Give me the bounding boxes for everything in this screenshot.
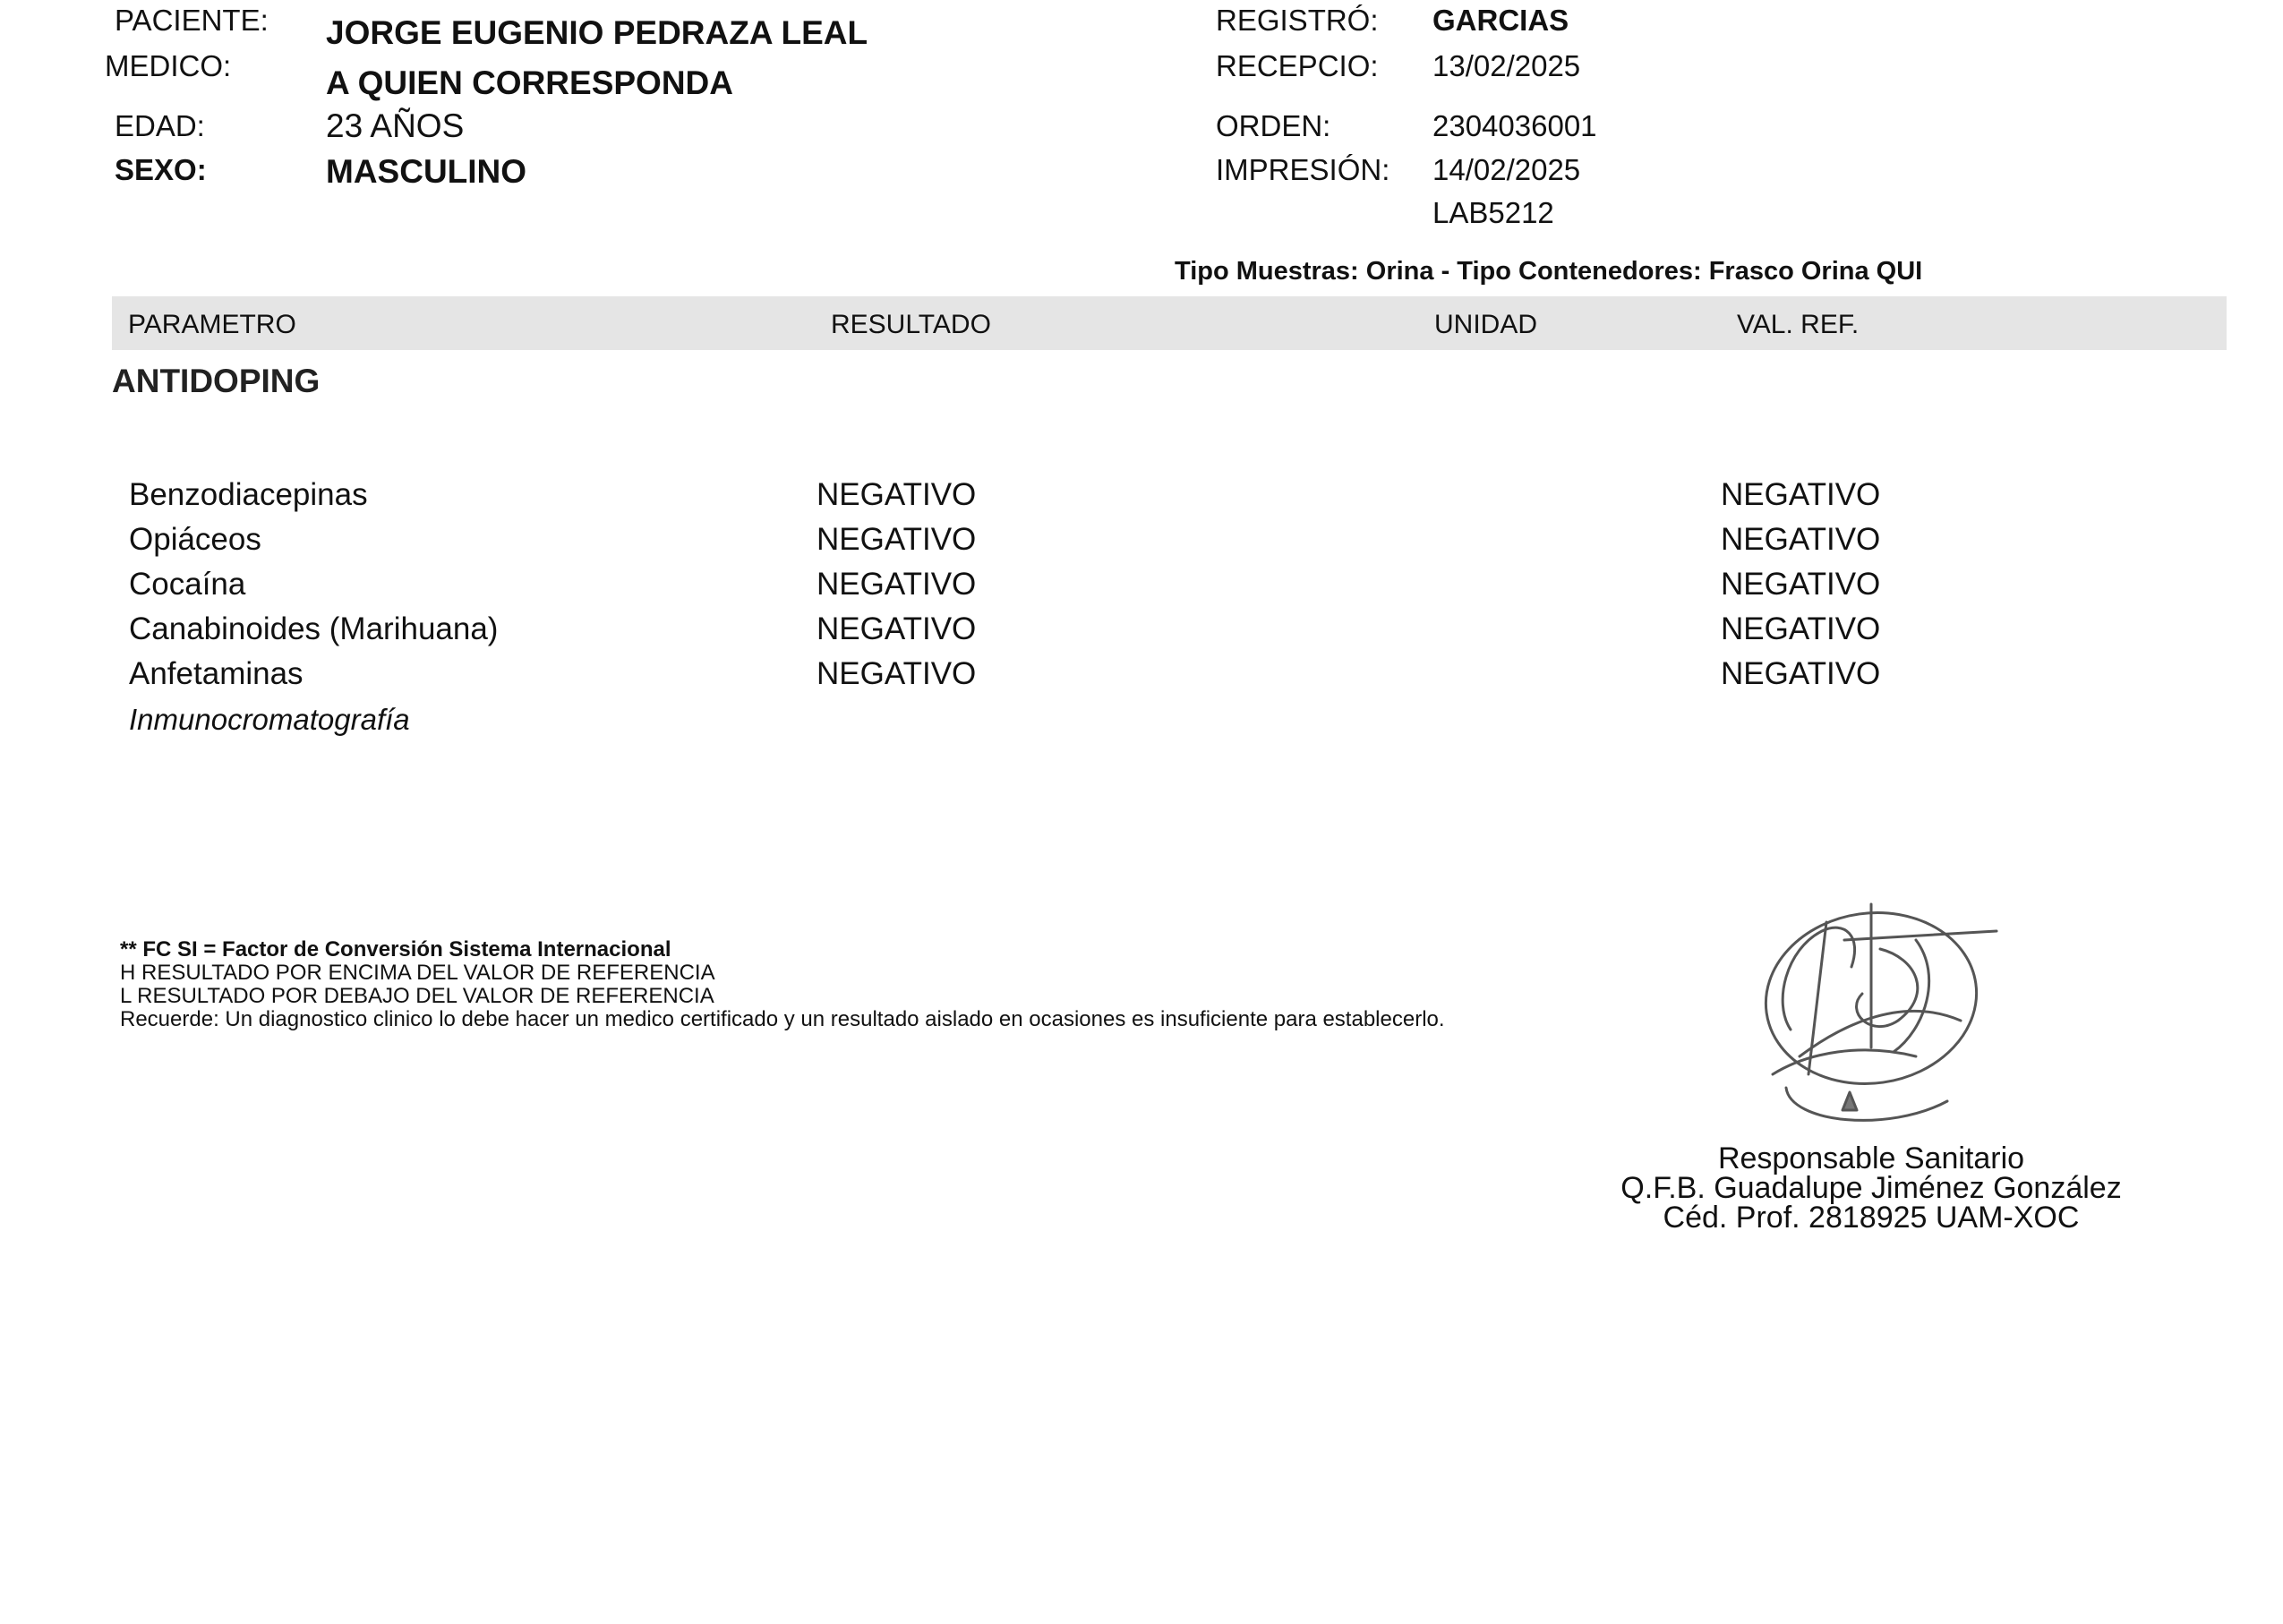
- registro-label: REGISTRÓ:: [1216, 4, 1379, 37]
- paciente-value: JORGE EUGENIO PEDRAZA LEAL: [326, 14, 868, 51]
- row-parametro: Cocaína: [129, 567, 246, 602]
- footnote-l: L RESULTADO POR DEBAJO DEL VALOR DE REFERENCIA: [120, 984, 714, 1008]
- impresion-label: IMPRESIÓN:: [1216, 153, 1390, 186]
- row-val-ref: NEGATIVO: [1721, 567, 1881, 602]
- medico-value: A QUIEN CORRESPONDA: [326, 64, 734, 101]
- recepcio-label: RECEPCIO:: [1216, 49, 1379, 82]
- edad-label: EDAD:: [115, 109, 205, 142]
- responsable-cedula: Céd. Prof. 2818925 UAM-XOC: [1663, 1201, 2080, 1235]
- sample-info: Tipo Muestras: Orina - Tipo Contenedores: Frasco Orina QUI: [1175, 257, 1923, 286]
- edad-value: 23 AÑOS: [326, 107, 465, 144]
- paciente-label: PACIENTE:: [115, 4, 269, 37]
- row-val-ref: NEGATIVO: [1721, 611, 1881, 646]
- lab-code: LAB5212: [1432, 196, 1554, 229]
- row-parametro: Benzodiacepinas: [129, 477, 368, 512]
- medico-label: MEDICO:: [105, 49, 232, 82]
- row-resultado: NEGATIVO: [817, 611, 977, 646]
- row-parametro: Anfetaminas: [129, 656, 304, 691]
- footnotes: [120, 938, 1445, 1031]
- row-val-ref: NEGATIVO: [1721, 477, 1881, 512]
- row-resultado: NEGATIVO: [817, 656, 977, 691]
- orden-value: 2304036001: [1432, 109, 1597, 142]
- sexo-value: MASCULINO: [326, 153, 527, 190]
- footnote-fc-si: ** FC SI = Factor de Conversión Sistema Internacional: [120, 937, 671, 962]
- row-val-ref: NEGATIVO: [1721, 656, 1881, 691]
- registro-value: GARCIAS: [1432, 4, 1569, 37]
- recepcio-value: 13/02/2025: [1432, 49, 1581, 82]
- header-val-ref: VAL. REF.: [1737, 310, 1860, 339]
- row-parametro: Canabinoides (Marihuana): [129, 611, 499, 646]
- impresion-value: 14/02/2025: [1432, 153, 1581, 186]
- responsable-title: Responsable Sanitario: [1717, 1141, 2025, 1175]
- orden-label: ORDEN:: [1216, 109, 1331, 142]
- row-resultado: NEGATIVO: [817, 567, 977, 602]
- method-label: Inmunocromatografía: [129, 703, 410, 736]
- section-title-antidoping: ANTIDOPING: [112, 363, 321, 399]
- row-parametro: Opiáceos: [129, 522, 261, 557]
- row-resultado: NEGATIVO: [817, 477, 977, 512]
- sexo-label: SEXO:: [115, 153, 207, 186]
- results-table-header: [112, 296, 2227, 350]
- header-parametro: PARAMETRO: [128, 310, 296, 339]
- signature-image: [1737, 895, 2023, 1137]
- row-val-ref: NEGATIVO: [1721, 522, 1881, 557]
- responsable-name: Q.F.B. Guadalupe Jiménez González: [1620, 1171, 2122, 1205]
- header-unidad: UNIDAD: [1434, 310, 1538, 339]
- header-resultado: RESULTADO: [831, 310, 991, 339]
- footnote-recuerde: Recuerde: Un diagnostico clinico lo debe hacer un medico certificado y un resultado aislado en ocasiones es insuficiente para establecerlo.: [120, 1007, 1445, 1031]
- row-resultado: NEGATIVO: [817, 522, 977, 557]
- footnote-h: H RESULTADO POR ENCIMA DEL VALOR DE REFERENCIA: [120, 961, 715, 985]
